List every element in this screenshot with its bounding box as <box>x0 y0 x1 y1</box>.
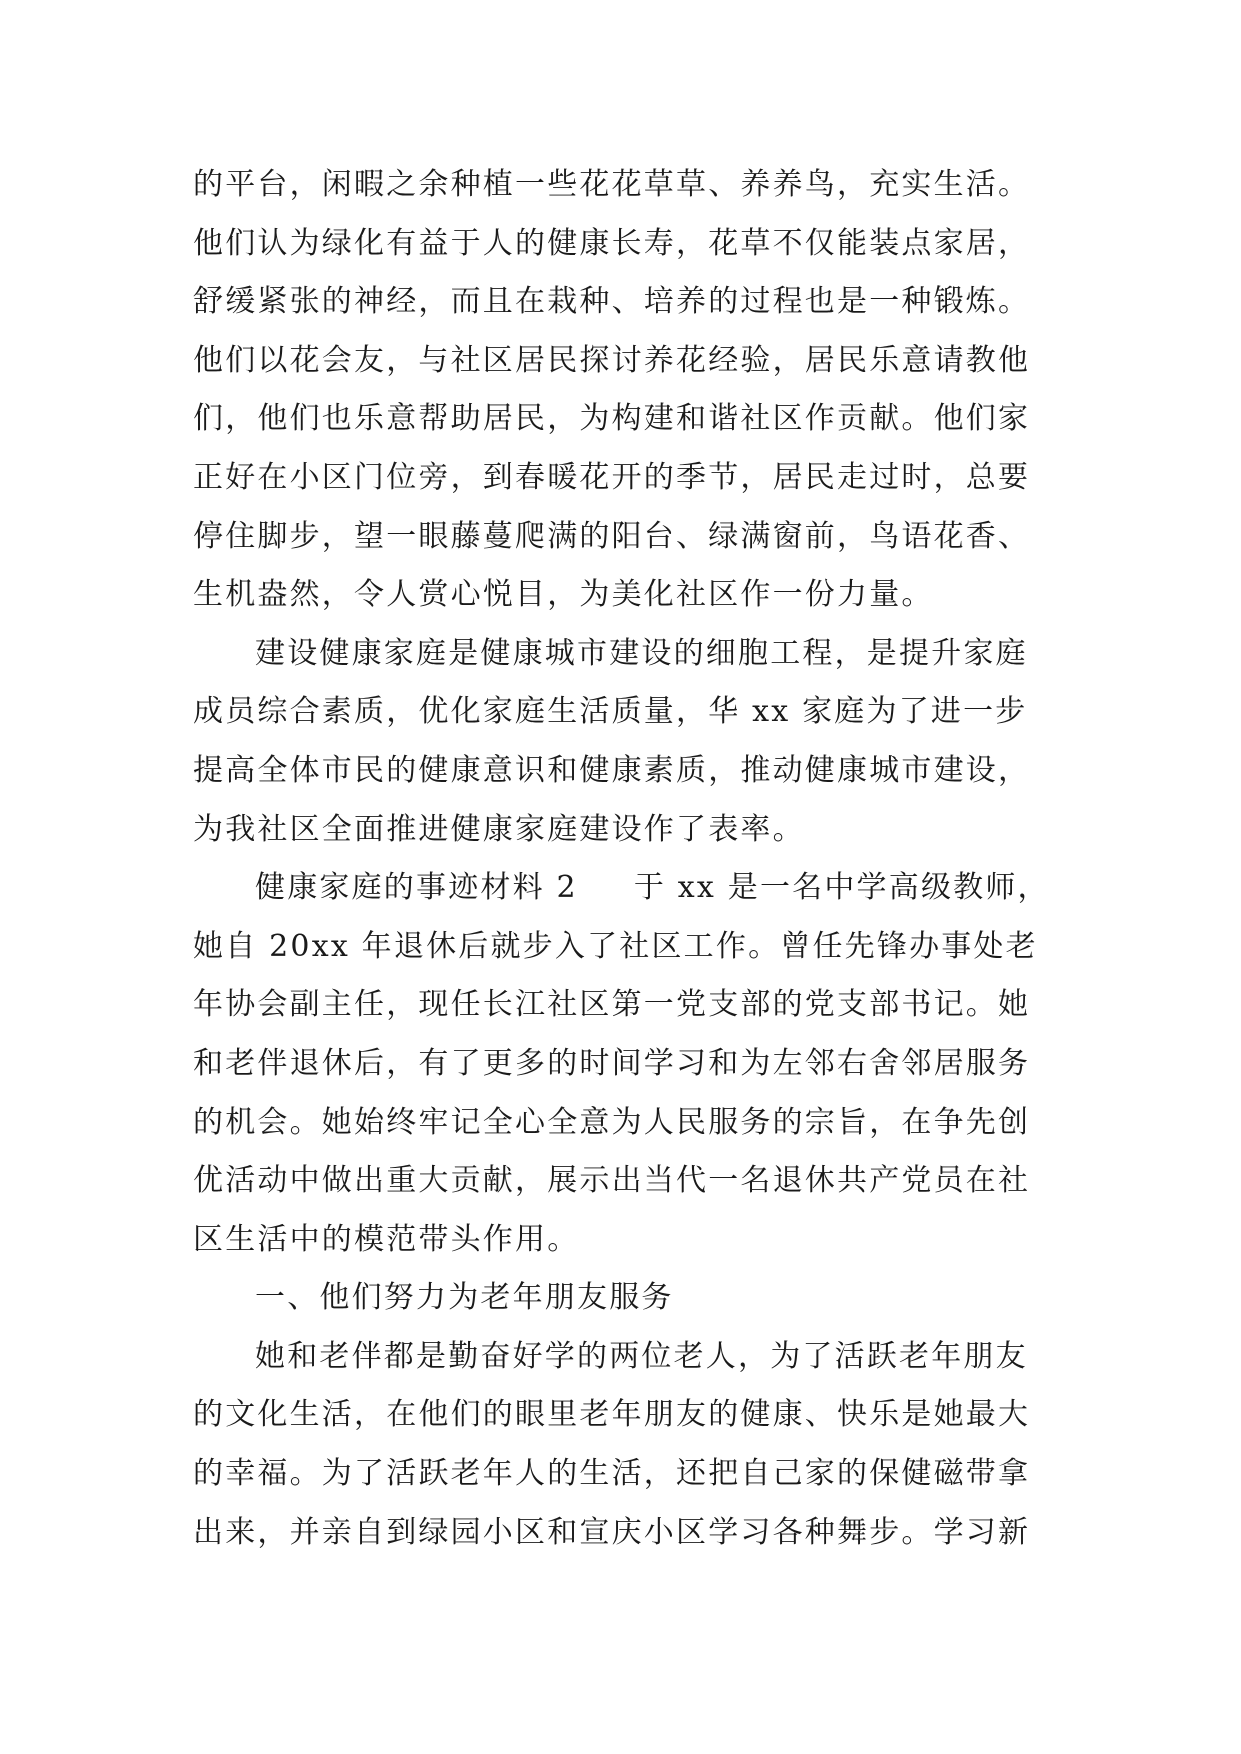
text-line: 为我社区全面推进健康家庭建设作了表率。 <box>193 811 805 847</box>
text-line: 正好在小区门位旁，到春暖花开的季节，居民走过时，总要 <box>193 459 1031 495</box>
text-line: 和老伴退休后，有了更多的时间学习和为左邻右舍邻居服务 <box>193 1045 1031 1081</box>
text-line: 优活动中做出重大贡献，展示出当代一名退休共产党员在社 <box>193 1163 1031 1199</box>
document-body <box>193 156 1053 1562</box>
text-line: 停住脚步，望一眼藤蔓爬满的阳台、绿满窗前，鸟语花香、 <box>193 518 1031 554</box>
subheading: 一、他们努力为老年朋友服务 <box>255 1280 674 1316</box>
text-line: 她自 20xx 年退休后就步入了社区工作。曾任先锋办事处老 <box>193 928 1038 964</box>
text-line: 们，他们也乐意帮助居民，为构建和谐社区作贡献。他们家 <box>193 401 1031 437</box>
text-line: 的机会。她始终牢记全心全意为人民服务的宗旨，在争先创 <box>193 1104 1031 1140</box>
text-line: 区生活中的模范带头作用。 <box>193 1221 580 1257</box>
text-line: 舒缓紧张的神经，而且在栽种、培养的过程也是一种锻炼。 <box>193 284 1031 320</box>
text-line: 的文化生活，在他们的眼里老年朋友的健康、快乐是她最大 <box>193 1397 1031 1433</box>
text-line: 他们认为绿化有益于人的健康长寿，花草不仅能装点家居， <box>193 225 1031 261</box>
text-line: 提高全体市民的健康意识和健康素质，推动健康城市建设， <box>193 752 1031 788</box>
text-line: 的平台，闲暇之余种植一些花花草草、养养鸟，充实生活。 <box>193 167 1031 202</box>
text-line: 生机盎然，令人赏心悦目，为美化社区作一份力量。 <box>193 577 934 613</box>
section-heading-line <box>193 859 1053 918</box>
paragraph-first-line: 建设健康家庭是健康城市建设的细胞工程，是提升家庭 <box>255 635 1028 671</box>
text-line: 成员综合素质，优化家庭生活质量，华 xx 家庭为了进一步 <box>193 694 1028 730</box>
paragraph-first-line: 她和老伴都是勤奋好学的两位老人，为了活跃老年朋友 <box>255 1338 1028 1374</box>
text-line: 出来，并亲自到绿园小区和宣庆小区学习各种舞步。学习新 <box>193 1514 1031 1550</box>
section-title: 健康家庭的事迹材料 2 <box>255 870 578 906</box>
text-line: 年协会副主任，现任长江社区第一党支部的党支部书记。她 <box>193 987 1031 1023</box>
paragraph-lead-text: 于 xx 是一名中学高级教师， <box>633 870 1050 906</box>
text-line: 的幸福。为了活跃老年人的生活，还把自己家的保健磁带拿 <box>193 1456 1031 1492</box>
text-line: 他们以花会友，与社区居民探讨养花经验，居民乐意请教他 <box>193 342 1031 378</box>
